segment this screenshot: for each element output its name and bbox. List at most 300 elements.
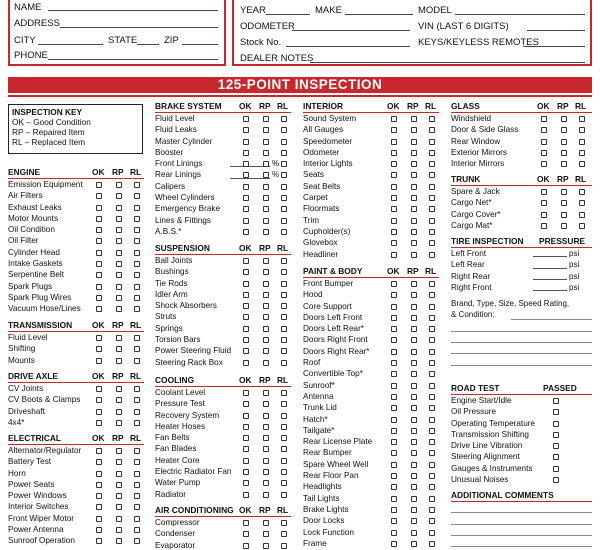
suspension-checkbox[interactable]: [263, 269, 269, 275]
stock-field-line[interactable]: [286, 46, 410, 47]
suspension-checkbox[interactable]: [243, 314, 249, 320]
paint-checkbox[interactable]: [411, 450, 417, 456]
interior-checkbox[interactable]: [411, 252, 417, 258]
electrical-checkbox[interactable]: [134, 482, 140, 488]
suspension-checkbox[interactable]: [243, 348, 249, 354]
paint-checkbox[interactable]: [391, 439, 397, 445]
vin-field-line[interactable]: [527, 30, 585, 31]
paint-checkbox[interactable]: [411, 417, 417, 423]
engine-checkbox[interactable]: [116, 261, 122, 267]
interior-checkbox[interactable]: [391, 172, 397, 178]
engine-checkbox[interactable]: [96, 238, 102, 244]
brake-checkbox[interactable]: [243, 218, 249, 224]
glass-checkbox[interactable]: [541, 150, 547, 156]
electrical-checkbox[interactable]: [96, 538, 102, 544]
engine-checkbox[interactable]: [134, 261, 140, 267]
brake-checkbox[interactable]: [263, 139, 269, 145]
ac-checkbox[interactable]: [281, 531, 287, 537]
interior-checkbox[interactable]: [411, 218, 417, 224]
engine-checkbox[interactable]: [116, 182, 122, 188]
transmission-checkbox[interactable]: [116, 346, 122, 352]
interior-checkbox[interactable]: [429, 150, 435, 156]
interior-checkbox[interactable]: [411, 150, 417, 156]
engine-checkbox[interactable]: [116, 193, 122, 199]
address-field-line[interactable]: [60, 27, 218, 28]
cooling-checkbox[interactable]: [243, 401, 249, 407]
state-field-line[interactable]: [137, 44, 159, 45]
engine-checkbox[interactable]: [134, 238, 140, 244]
city-field-line[interactable]: [38, 44, 103, 45]
cooling-checkbox[interactable]: [281, 413, 287, 419]
cooling-checkbox[interactable]: [243, 390, 249, 396]
interior-checkbox[interactable]: [429, 252, 435, 258]
paint-checkbox[interactable]: [391, 473, 397, 479]
brake-checkbox[interactable]: [263, 229, 269, 235]
paint-checkbox[interactable]: [391, 530, 397, 536]
engine-checkbox[interactable]: [96, 284, 102, 290]
glass-checkbox[interactable]: [579, 127, 585, 133]
make-field-line[interactable]: [345, 14, 413, 15]
engine-checkbox[interactable]: [134, 284, 140, 290]
paint-checkbox[interactable]: [429, 337, 435, 343]
ac-checkbox[interactable]: [281, 520, 287, 526]
engine-checkbox[interactable]: [116, 250, 122, 256]
brake-checkbox[interactable]: [281, 116, 287, 122]
brake-checkbox[interactable]: [281, 139, 287, 145]
brake-checkbox[interactable]: [263, 195, 269, 201]
engine-checkbox[interactable]: [116, 216, 122, 222]
brake-checkbox[interactable]: [263, 184, 269, 190]
electrical-checkbox[interactable]: [134, 493, 140, 499]
electrical-checkbox[interactable]: [96, 459, 102, 465]
brake-checkbox[interactable]: [263, 206, 269, 212]
drive_axle-checkbox[interactable]: [116, 386, 122, 392]
cooling-checkbox[interactable]: [243, 435, 249, 441]
interior-checkbox[interactable]: [429, 127, 435, 133]
cooling-checkbox[interactable]: [281, 492, 287, 498]
ac-checkbox[interactable]: [263, 531, 269, 537]
suspension-checkbox[interactable]: [263, 337, 269, 343]
paint-checkbox[interactable]: [429, 304, 435, 310]
cooling-checkbox[interactable]: [243, 469, 249, 475]
paint-checkbox[interactable]: [429, 315, 435, 321]
ac-checkbox[interactable]: [263, 543, 269, 549]
cooling-checkbox[interactable]: [263, 401, 269, 407]
cooling-checkbox[interactable]: [281, 458, 287, 464]
electrical-checkbox[interactable]: [116, 504, 122, 510]
cooling-checkbox[interactable]: [263, 435, 269, 441]
interior-checkbox[interactable]: [391, 184, 397, 190]
interior-checkbox[interactable]: [429, 195, 435, 201]
ac-checkbox[interactable]: [243, 520, 249, 526]
suspension-checkbox[interactable]: [281, 269, 287, 275]
electrical-checkbox[interactable]: [96, 448, 102, 454]
engine-checkbox[interactable]: [116, 272, 122, 278]
brake-checkbox[interactable]: [263, 161, 269, 167]
paint-checkbox[interactable]: [411, 518, 417, 524]
paint-checkbox[interactable]: [391, 315, 397, 321]
cooling-checkbox[interactable]: [243, 424, 249, 430]
paint-checkbox[interactable]: [429, 360, 435, 366]
interior-checkbox[interactable]: [391, 116, 397, 122]
electrical-checkbox[interactable]: [134, 448, 140, 454]
brake-checkbox[interactable]: [281, 127, 287, 133]
trunk-checkbox[interactable]: [541, 200, 547, 206]
electrical-checkbox[interactable]: [134, 471, 140, 477]
interior-checkbox[interactable]: [411, 161, 417, 167]
suspension-checkbox[interactable]: [281, 348, 287, 354]
cooling-checkbox[interactable]: [263, 413, 269, 419]
drive_axle-checkbox[interactable]: [134, 397, 140, 403]
paint-checkbox[interactable]: [391, 484, 397, 490]
ac-checkbox[interactable]: [281, 543, 287, 549]
road-checkbox[interactable]: [553, 443, 559, 449]
interior-checkbox[interactable]: [429, 161, 435, 167]
engine-checkbox[interactable]: [96, 182, 102, 188]
interior-checkbox[interactable]: [429, 116, 435, 122]
trunk-checkbox[interactable]: [579, 200, 585, 206]
paint-checkbox[interactable]: [391, 450, 397, 456]
paint-checkbox[interactable]: [429, 394, 435, 400]
suspension-checkbox[interactable]: [243, 303, 249, 309]
electrical-checkbox[interactable]: [116, 516, 122, 522]
electrical-checkbox[interactable]: [96, 493, 102, 499]
suspension-checkbox[interactable]: [263, 303, 269, 309]
interior-checkbox[interactable]: [391, 195, 397, 201]
paint-checkbox[interactable]: [391, 349, 397, 355]
odometer-field-line[interactable]: [292, 30, 410, 31]
paint-checkbox[interactable]: [391, 417, 397, 423]
engine-checkbox[interactable]: [96, 205, 102, 211]
electrical-checkbox[interactable]: [96, 482, 102, 488]
drive_axle-checkbox[interactable]: [134, 409, 140, 415]
trunk-checkbox[interactable]: [579, 189, 585, 195]
electrical-checkbox[interactable]: [116, 471, 122, 477]
tire-condition-line[interactable]: [451, 320, 592, 331]
interior-checkbox[interactable]: [411, 240, 417, 246]
paint-checkbox[interactable]: [411, 383, 417, 389]
interior-checkbox[interactable]: [411, 229, 417, 235]
engine-checkbox[interactable]: [96, 250, 102, 256]
paint-checkbox[interactable]: [411, 360, 417, 366]
engine-checkbox[interactable]: [134, 295, 140, 301]
paint-checkbox[interactable]: [429, 428, 435, 434]
engine-checkbox[interactable]: [134, 182, 140, 188]
comment-line[interactable]: [451, 536, 592, 547]
electrical-checkbox[interactable]: [116, 459, 122, 465]
paint-checkbox[interactable]: [411, 292, 417, 298]
paint-checkbox[interactable]: [429, 541, 435, 547]
cooling-checkbox[interactable]: [243, 492, 249, 498]
transmission-checkbox[interactable]: [134, 358, 140, 364]
glass-checkbox[interactable]: [541, 139, 547, 145]
glass-checkbox[interactable]: [561, 139, 567, 145]
tire-condition-line[interactable]: [451, 354, 592, 365]
glass-checkbox[interactable]: [579, 161, 585, 167]
paint-checkbox[interactable]: [429, 405, 435, 411]
glass-checkbox[interactable]: [541, 161, 547, 167]
paint-checkbox[interactable]: [411, 530, 417, 536]
electrical-checkbox[interactable]: [116, 482, 122, 488]
model-field-line[interactable]: [455, 14, 585, 15]
electrical-checkbox[interactable]: [134, 516, 140, 522]
transmission-checkbox[interactable]: [134, 335, 140, 341]
glass-checkbox[interactable]: [541, 127, 547, 133]
interior-checkbox[interactable]: [411, 139, 417, 145]
cooling-checkbox[interactable]: [263, 390, 269, 396]
paint-checkbox[interactable]: [429, 518, 435, 524]
paint-checkbox[interactable]: [429, 473, 435, 479]
interior-checkbox[interactable]: [429, 218, 435, 224]
tire-condition-line[interactable]: [511, 309, 592, 320]
glass-checkbox[interactable]: [561, 150, 567, 156]
brake-checkbox[interactable]: [243, 161, 249, 167]
road-checkbox[interactable]: [553, 421, 559, 427]
drive_axle-checkbox[interactable]: [116, 420, 122, 426]
paint-checkbox[interactable]: [411, 507, 417, 513]
cooling-checkbox[interactable]: [263, 492, 269, 498]
brake-checkbox[interactable]: [281, 161, 287, 167]
suspension-checkbox[interactable]: [243, 269, 249, 275]
engine-checkbox[interactable]: [134, 216, 140, 222]
paint-checkbox[interactable]: [391, 507, 397, 513]
brake-checkbox[interactable]: [243, 229, 249, 235]
suspension-checkbox[interactable]: [281, 337, 287, 343]
drive_axle-checkbox[interactable]: [96, 386, 102, 392]
engine-checkbox[interactable]: [134, 250, 140, 256]
suspension-checkbox[interactable]: [263, 360, 269, 366]
drive_axle-checkbox[interactable]: [134, 386, 140, 392]
paint-checkbox[interactable]: [391, 541, 397, 547]
engine-checkbox[interactable]: [116, 284, 122, 290]
interior-checkbox[interactable]: [391, 218, 397, 224]
drive_axle-checkbox[interactable]: [96, 420, 102, 426]
cooling-checkbox[interactable]: [281, 480, 287, 486]
trunk-checkbox[interactable]: [561, 223, 567, 229]
cooling-checkbox[interactable]: [263, 469, 269, 475]
electrical-checkbox[interactable]: [96, 471, 102, 477]
ac-checkbox[interactable]: [263, 520, 269, 526]
suspension-checkbox[interactable]: [281, 292, 287, 298]
paint-checkbox[interactable]: [411, 484, 417, 490]
interior-checkbox[interactable]: [391, 150, 397, 156]
paint-checkbox[interactable]: [391, 518, 397, 524]
road-checkbox[interactable]: [553, 454, 559, 460]
ac-checkbox[interactable]: [243, 543, 249, 549]
suspension-checkbox[interactable]: [243, 337, 249, 343]
interior-checkbox[interactable]: [429, 240, 435, 246]
paint-checkbox[interactable]: [411, 496, 417, 502]
cooling-checkbox[interactable]: [281, 469, 287, 475]
paint-checkbox[interactable]: [411, 394, 417, 400]
engine-checkbox[interactable]: [134, 205, 140, 211]
brake-checkbox[interactable]: [263, 218, 269, 224]
suspension-checkbox[interactable]: [263, 314, 269, 320]
engine-checkbox[interactable]: [134, 306, 140, 312]
paint-checkbox[interactable]: [429, 450, 435, 456]
paint-checkbox[interactable]: [411, 541, 417, 547]
paint-checkbox[interactable]: [429, 507, 435, 513]
trunk-checkbox[interactable]: [541, 223, 547, 229]
trunk-checkbox[interactable]: [561, 189, 567, 195]
paint-checkbox[interactable]: [391, 304, 397, 310]
brake-checkbox[interactable]: [281, 229, 287, 235]
road-checkbox[interactable]: [553, 398, 559, 404]
zip-field-line[interactable]: [182, 44, 218, 45]
comment-line[interactable]: [451, 525, 592, 536]
interior-checkbox[interactable]: [391, 161, 397, 167]
brake-checkbox[interactable]: [281, 184, 287, 190]
tire-pressure-blank[interactable]: [533, 256, 567, 257]
brake-checkbox[interactable]: [243, 172, 249, 178]
suspension-checkbox[interactable]: [281, 360, 287, 366]
interior-checkbox[interactable]: [391, 229, 397, 235]
brake-checkbox[interactable]: [243, 150, 249, 156]
brake-checkbox[interactable]: [243, 206, 249, 212]
cooling-checkbox[interactable]: [263, 424, 269, 430]
paint-checkbox[interactable]: [391, 405, 397, 411]
suspension-checkbox[interactable]: [263, 326, 269, 332]
trunk-checkbox[interactable]: [579, 223, 585, 229]
suspension-checkbox[interactable]: [281, 303, 287, 309]
brake-checkbox[interactable]: [243, 184, 249, 190]
brake-checkbox[interactable]: [281, 206, 287, 212]
interior-checkbox[interactable]: [429, 172, 435, 178]
ac-checkbox[interactable]: [243, 531, 249, 537]
interior-checkbox[interactable]: [429, 184, 435, 190]
paint-checkbox[interactable]: [391, 360, 397, 366]
paint-checkbox[interactable]: [429, 417, 435, 423]
brake-checkbox[interactable]: [281, 172, 287, 178]
electrical-checkbox[interactable]: [134, 504, 140, 510]
drive_axle-checkbox[interactable]: [116, 397, 122, 403]
electrical-checkbox[interactable]: [96, 516, 102, 522]
name-field-line[interactable]: [48, 10, 218, 11]
electrical-checkbox[interactable]: [96, 527, 102, 533]
cooling-checkbox[interactable]: [281, 446, 287, 452]
trunk-checkbox[interactable]: [541, 212, 547, 218]
year-field-line[interactable]: [266, 14, 310, 15]
paint-checkbox[interactable]: [391, 383, 397, 389]
cooling-checkbox[interactable]: [281, 390, 287, 396]
interior-checkbox[interactable]: [391, 240, 397, 246]
interior-checkbox[interactable]: [411, 206, 417, 212]
road-checkbox[interactable]: [553, 477, 559, 483]
suspension-checkbox[interactable]: [263, 258, 269, 264]
paint-checkbox[interactable]: [429, 496, 435, 502]
engine-checkbox[interactable]: [116, 205, 122, 211]
brake-checkbox[interactable]: [281, 195, 287, 201]
paint-checkbox[interactable]: [411, 371, 417, 377]
paint-checkbox[interactable]: [411, 281, 417, 287]
engine-checkbox[interactable]: [96, 272, 102, 278]
paint-checkbox[interactable]: [411, 439, 417, 445]
paint-checkbox[interactable]: [391, 337, 397, 343]
engine-checkbox[interactable]: [96, 295, 102, 301]
interior-checkbox[interactable]: [429, 229, 435, 235]
paint-checkbox[interactable]: [429, 349, 435, 355]
engine-checkbox[interactable]: [96, 261, 102, 267]
phone-field-line[interactable]: [48, 59, 218, 60]
cooling-checkbox[interactable]: [243, 413, 249, 419]
paint-checkbox[interactable]: [429, 281, 435, 287]
paint-checkbox[interactable]: [411, 304, 417, 310]
brake-checkbox[interactable]: [263, 172, 269, 178]
cooling-checkbox[interactable]: [281, 401, 287, 407]
suspension-checkbox[interactable]: [281, 258, 287, 264]
cooling-checkbox[interactable]: [243, 458, 249, 464]
brake-checkbox[interactable]: [243, 139, 249, 145]
paint-checkbox[interactable]: [411, 326, 417, 332]
interior-checkbox[interactable]: [391, 139, 397, 145]
drive_axle-checkbox[interactable]: [116, 409, 122, 415]
paint-checkbox[interactable]: [429, 530, 435, 536]
paint-checkbox[interactable]: [391, 326, 397, 332]
suspension-checkbox[interactable]: [281, 281, 287, 287]
trunk-checkbox[interactable]: [561, 200, 567, 206]
transmission-checkbox[interactable]: [116, 358, 122, 364]
tire-pressure-blank[interactable]: [533, 268, 567, 269]
suspension-checkbox[interactable]: [243, 292, 249, 298]
paint-checkbox[interactable]: [411, 337, 417, 343]
trunk-checkbox[interactable]: [541, 189, 547, 195]
brake-checkbox[interactable]: [263, 127, 269, 133]
glass-checkbox[interactable]: [579, 116, 585, 122]
keys-field-line[interactable]: [523, 46, 585, 47]
interior-checkbox[interactable]: [411, 172, 417, 178]
paint-checkbox[interactable]: [391, 496, 397, 502]
brake-checkbox[interactable]: [243, 127, 249, 133]
trunk-checkbox[interactable]: [561, 212, 567, 218]
brake-checkbox[interactable]: [243, 116, 249, 122]
interior-checkbox[interactable]: [411, 116, 417, 122]
interior-checkbox[interactable]: [429, 206, 435, 212]
engine-checkbox[interactable]: [116, 295, 122, 301]
road-checkbox[interactable]: [553, 409, 559, 415]
paint-checkbox[interactable]: [391, 428, 397, 434]
road-checkbox[interactable]: [553, 432, 559, 438]
engine-checkbox[interactable]: [96, 216, 102, 222]
paint-checkbox[interactable]: [429, 462, 435, 468]
paint-checkbox[interactable]: [411, 428, 417, 434]
interior-checkbox[interactable]: [411, 195, 417, 201]
drive_axle-checkbox[interactable]: [96, 409, 102, 415]
tire-pressure-blank[interactable]: [533, 279, 567, 280]
glass-checkbox[interactable]: [541, 116, 547, 122]
electrical-checkbox[interactable]: [116, 493, 122, 499]
suspension-checkbox[interactable]: [281, 314, 287, 320]
paint-checkbox[interactable]: [411, 473, 417, 479]
interior-checkbox[interactable]: [411, 184, 417, 190]
suspension-checkbox[interactable]: [263, 292, 269, 298]
suspension-checkbox[interactable]: [243, 360, 249, 366]
electrical-checkbox[interactable]: [116, 538, 122, 544]
paint-checkbox[interactable]: [391, 292, 397, 298]
engine-checkbox[interactable]: [96, 227, 102, 233]
electrical-checkbox[interactable]: [96, 504, 102, 510]
electrical-checkbox[interactable]: [134, 459, 140, 465]
drive_axle-checkbox[interactable]: [96, 397, 102, 403]
tire-condition-line[interactable]: [451, 332, 592, 343]
suspension-checkbox[interactable]: [243, 281, 249, 287]
paint-checkbox[interactable]: [391, 371, 397, 377]
paint-checkbox[interactable]: [429, 371, 435, 377]
interior-checkbox[interactable]: [411, 127, 417, 133]
comment-line[interactable]: [451, 502, 592, 513]
cooling-checkbox[interactable]: [243, 480, 249, 486]
suspension-checkbox[interactable]: [263, 281, 269, 287]
paint-checkbox[interactable]: [411, 405, 417, 411]
